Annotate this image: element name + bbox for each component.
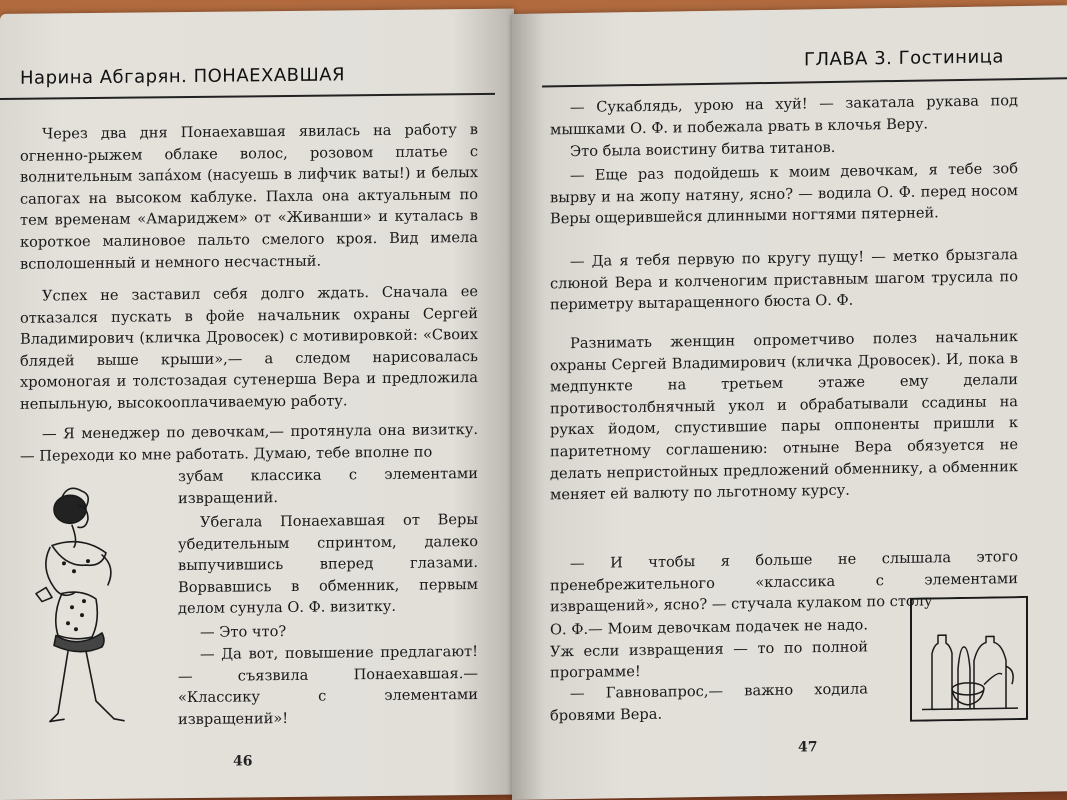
woman-illustration <box>22 474 162 730</box>
right-page <box>512 5 1067 800</box>
paragraph: — Еще раз подойдешь к моим девочкам, я тебе зоб вырву и на жопу натяну, ясно? — водила О. Ф. перед носом Веры ощерившейся длинными ногтями пятерней. <box>550 160 1018 228</box>
paragraph: Успех не заставил себя долго ждать. Сначала ее отказался пускать в фойе начальник охраны Сергей Владимирович (кличка Дровосек) с мотивировкой: «Своих блядей выше крыши»,— а следом нарисовалась хромоногая и толстозадая сутенерша Вера и предложила непыльную, высокооплачиваемую работу. <box>20 282 478 413</box>
paragraph: Убегала Понаехавшая от Веры убедительным спринтом, далеко выпучившись вперед глазами. Ворвавшись в обменник, первым делом сунула О. Ф. визитку. <box>178 510 478 618</box>
page-number: 47 <box>798 739 818 756</box>
page-number: 46 <box>233 753 253 770</box>
paragraph: — Да вот, повышение предлагают! — съязвила Понаехавшая.— «Классику с элементами извращений»! <box>178 642 478 728</box>
paragraph: Разнимать женщин опрометчиво полез начальник охраны Сергей Владимирович (кличка Дровосек). И, пока в медпункте на третьем этаже ему делали противостолбнячный укол и обрабатывали ссадины на руках йодом, спустившие пары оппоненты пришли к паритетному соглашению: отныне Вера обязуется не делать непристойных предложений обменнику, а обменник меняет ей валюту по льготному курсу. <box>550 328 1018 504</box>
paragraph: — Это что? <box>200 623 287 641</box>
left-page <box>0 9 514 800</box>
paragraph: — И чтобы я больше не слышала этого пренебрежительного «классика с элементами извращений», ясно? — стучала кулаком по столу <box>550 548 1018 616</box>
paragraph: — Да я тебя первую по кругу пущу! — метко брызгала слюной Вера и колченогим приставным шагом трусила по периметру вытаращенного бюста О. Ф. <box>550 246 1018 314</box>
dishes-illustration <box>910 596 1028 722</box>
paragraph: О. Ф.— Моим девочкам подачек не надо. Уж если извращения — то по полной программе! <box>550 616 868 682</box>
left-page-header: Нарина Абгарян. ПОНАЕХАВШАЯ <box>20 64 346 89</box>
paragraph: — Я менеджер по девочкам,— протянула она визитку.— Переходи ко мне работать. Думаю, тебе вполне по <box>20 420 478 465</box>
header-rule <box>0 93 495 100</box>
paragraph: — Сукаблядь, урою на хуй! — закатала рукава под мышками О. Ф. и побежала рвать в клочья Веру. <box>550 92 1018 138</box>
paragraph: — Гавновапрос,— важно ходила бровями Вера. <box>550 680 868 724</box>
paragraph: Это была воистину битва титанов. <box>570 138 836 161</box>
paragraph: зубам классика с элементами извращений. <box>178 464 478 507</box>
paragraph: Через два дня Понаехавшая явилась на работу в огненно-рыжем облаке волос, розовом платье с волнительным запáхом (насуешь в лифчик ваты!) и белых сапогах на высоком каблуке. Пахла она актуальным по тем временам «Амариджем» от «Живанши» и куталась в короткое малиновое пальто смелого кроя. Вид имела всполошенный и немного несчастный. <box>20 120 478 273</box>
header-rule <box>542 77 1067 87</box>
right-page-header: ГЛАВА 3. Гостиница <box>804 46 1004 71</box>
